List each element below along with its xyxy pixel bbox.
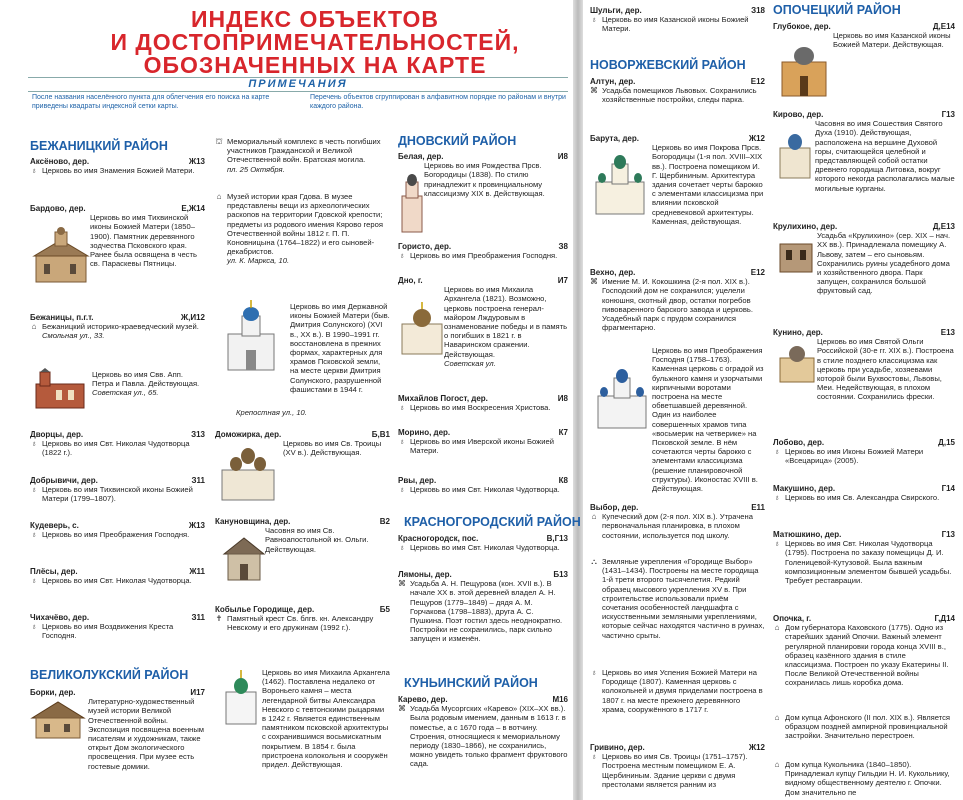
entry-bardovo: Бардово, дер. Е,Ж14 Церковь во имя Тихвинской иконы Божией Матери (1850–1900). Памятник деревянного зодчества Псковского края. Ранее была освящена в честь св. Параскевы Пятницы. <box>30 204 205 269</box>
entry-lobovo: Лобово, дер. Д,15 ♁ Церковь во имя Иконы Божией Матери «Всецарица» (2005). <box>773 438 955 466</box>
entry-chikhachevo: Чихачёво, дер. З11 ♁ Церковь во имя Воздвижения Креста Господня. <box>30 613 205 641</box>
entry-vekhno: Вехно, дер. Е12 ⌘ Имение М. И. Кокошкина (2-я пол. XIX в.). Господский дом не сохранился; уцелели конюшня, скотный двор, остатки погребов пивоваренного барского завода и церковь. Усадебный парк с прудом сохранился фрагментарно. <box>590 268 765 333</box>
entry-lyamony: Лямоны, дер. Б13 ⌘ Усадьба А. Н. Пещурова (кон. XVII в.). В начале XX в. этой деревней владел А. Н. Пещуров (1779–1849) – дядя А. М. Горчакова (1798–1883), друга А. С. Пушкина. Поэт гостил здесь неоднократно. Постройки не сохранились, парк сильно запущен и изменён. <box>398 570 568 644</box>
district-kunya: КУНЬИНСКИЙ РАЙОН <box>404 676 538 690</box>
kanunovshchina-chapel-illustration <box>222 532 266 582</box>
estate-icon: ⌘ <box>590 86 598 96</box>
church-icon: ♁ <box>399 403 405 413</box>
district-opochka: ОПОЧЕЦКИЙ РАЙОН <box>773 3 901 17</box>
church-icon: ♁ <box>399 251 405 261</box>
entry-kobylye-gorodishche: Кобылье Городище, дер. Б5 ✝ Памятный крест Св. блгв. кн. Александру Невскому и его дружинам (1992 г.). <box>215 605 390 633</box>
entry-borki: Борки, дер. И17 Литературно-художественный музей истории Великой Отечественной войны. Экспозиция посвящена военным писателям и художникам, также открыт Дом экологического просвещения. При музее есть гостевые домики. <box>30 688 205 771</box>
entry-kunino: Кунино, дер. Е13 Церковь во имя Святой Ольги Российской (30-е гг. XIX в.). Построена в стиле позднего классицизма как церковь при усадьбе, хозяевами которой были Бухвостовы, Львовы, Меи. Недействующая, в плохом состоянии. Сохранились фрески. <box>773 328 955 402</box>
entry-opochka: Опочка, г. Г,Д14 ⌂ Дом губернатора Каховского (1775). Одно из старейших зданий Опочки. Важный элемент регулярной планировки города конца XVIII в., образец казённого здания в стиле классицизма. Построен по указу Екатерины II. После Великой Отечественной войны сохранилась лишь коробка дома. <box>773 614 955 688</box>
domozhirka-church-illustration <box>216 442 280 502</box>
entry-kirovo: Кирово, дер. Г13 Часовня во имя Сошествия Святого Духа (1910). Действующая, расположена на вершине Духовой горы, считающейся целебной и представляющей собой остатки древнего городища Литовка, вокруг которого некогда располагались малые могильные курганы. <box>773 110 955 193</box>
church-icon: ♁ <box>31 485 37 495</box>
estate-icon: ⌘ <box>590 277 598 287</box>
museum-icon: ⌂ <box>31 322 37 332</box>
church-icon: ♁ <box>399 485 405 495</box>
entry-baruta: Барута, дер. Ж12 Церковь во имя Покрова Прсв. Богородицы (1-я пол. XVIII–XIX вв.). Построена помещиком И. Г. Щербининым. Архитектура здания сочетает черты барокко с элементами классицизма при влиянии псковской средневековой архитектуры. Каменная, действующая. <box>590 134 765 226</box>
entry-plesy: Плёсы, дер. Ж11 ♁ Церковь во имя Свт. Николая Чудотворца. <box>30 567 205 586</box>
church-icon: ♁ <box>31 166 37 176</box>
entry-matyushkino: Матюшкино, дер. Г13 ♁ Церковь во имя Свт. Николая Чудотворца (1795). Построена по заказу помещицы Д. И. Голеницевой-Кутузовой. Была важным композиционным элементом бывшей усадьбы. Требует реставрации. <box>773 530 955 586</box>
entry-kanunovshchina: Кануновщина, дер. В2 Часовня во имя Св. Равноапостольной кн. Ольги. Действующая. <box>215 517 390 554</box>
estate-icon: ⌘ <box>398 579 406 589</box>
entry-morino: Морино, дер. К7 ♁ Церковь во имя Иверской иконы Божией Матери. <box>398 428 568 456</box>
memorial-icon: ⛫ <box>215 137 223 146</box>
note-right: Перечень объектов сгруппирован в алфавитном порядке по районам и внутри каждого района. <box>310 94 566 110</box>
krulikhino-ruins-illustration <box>776 234 816 274</box>
building-icon: ⌂ <box>774 623 780 633</box>
page-fold <box>573 0 583 800</box>
church-icon: ♁ <box>31 530 37 540</box>
baruta-church-illustration <box>590 152 650 216</box>
kunino-church-illustration <box>776 340 818 384</box>
entry-aksenovo: Аксёново, дер. Ж13 ♁ Церковь во имя Знамения Божией Матери. <box>30 157 205 176</box>
dno-church-illustration <box>398 300 446 356</box>
borki-museum-illustration <box>30 700 86 740</box>
estate-icon: ⌘ <box>398 704 406 714</box>
entry-glubokoe: Глубокое, дер. Д,Е14 Церковь во имя Казанской иконы Божией Матери. Действующая. <box>773 22 955 50</box>
entry-makushino: Макушино, дер. Г14 ♁ Церковь во имя Св. Александра Свирского. <box>773 484 955 503</box>
notes-heading: ПРИМЕЧАНИЯ <box>28 77 568 92</box>
museum-icon: ⌂ <box>216 192 222 201</box>
entry-bezhanitsy: Бежаницы, п.г.т. Ж,И12 ⌂ Бежаницкий историко-краеведческий музей. Смольная ул., 33. <box>30 313 205 341</box>
entry-opochka-afonsky: ⌂ Дом купца Афонского (II пол. XIX в.). Является образцом поздней ампирной провинциальной застройки. Значительно перестроен. <box>774 713 951 741</box>
church-icon: ♁ <box>591 668 597 677</box>
belaya-church-illustration <box>398 168 426 234</box>
entry-mikhailov-pogost: Михайлов Погост, дер. И8 ♁ Церковь во имя Воскресения Христова. <box>398 394 568 413</box>
church-icon: ♁ <box>591 752 597 762</box>
district-bezhanitsy: БЕЖАНИЦКИЙ РАЙОН <box>30 139 168 153</box>
fortification-icon: ⛬ <box>591 557 597 566</box>
entry-vybor-fortification: ⛬ Земляные укрепления «Городище Выбор» (1431–1434). Построены на месте городища 1-й трети второго тысячелетия. Редкий образец мысового укрепления XV в. При строительстве использовали приём сочетания особенностей ландшафта с искусственными земляными укреплениями, которые сейчас находятся частично в руинах, частично срыты. <box>591 557 765 640</box>
house-icon: ⌂ <box>591 512 597 522</box>
entry-dno: Дно, г. И7 Церковь во имя Михаила Архангела (1821). Возможно, церковь построена генерал-майором Лждуровым в ознаменование победы и в память о погибших в 1821 г. в Наваринском сражении. Действующая. Советская ул. <box>398 276 568 368</box>
entry-krasnogorodsk: Красногородск, пос. В,Г13 ♁ Церковь во имя Свт. Николая Чудотворца. <box>398 534 568 553</box>
entry-kudever: Кудеверь, с. Ж13 ♁ Церковь во имя Преображения Господня. <box>30 521 205 540</box>
entry-derzhavnaya: Церковь во имя Державной иконы Божией Матери (быв. Дмитрия Солунского) (XVI в., XX в.). В 1990–1991 гг. восстановлена в прежних формах, характерных для храмов Псковской земли, на месте церкви Дмитрия Солунского, разрушенной фашистами в 1944 г. <box>290 302 390 394</box>
entry-dvortsy: Дворцы, дер. З13 ♁ Церковь во имя Свт. Николая Чудотворца (1822 г.). <box>30 430 205 458</box>
entry-krulikhino: Крулихино, дер. Д,Е13 Усадьба «Крулихино» (сер. XIX – нач. XX вв.). Принадлежала помещику А. Львову, затем – его сыновьям. Сохранились руины усадебного дома и хозяйственного двора. Парк запущен, сохранился большой фруктовый сад. <box>773 222 955 296</box>
entry-opochka-kukolnik: ⌂ Дом купца Кукольника (1840–1850). Принадлежал купцу Гильдии Н. И. Кукольнику, видному общественному деятелю г. Опочки. Дом значительно пе <box>774 760 950 797</box>
building-icon: ⌂ <box>774 760 780 769</box>
entry-rvy: Рвы, дер. К8 ♁ Церковь во имя Свт. Николая Чудотворца. <box>398 476 568 495</box>
district-dno: ДНОВСКИЙ РАЙОН <box>398 134 517 148</box>
kirovo-chapel-illustration <box>776 126 814 180</box>
entry-karevo: Карево, дер. М16 ⌘ Усадьба Мусоргских «Карево» (XIX–XX вв.). Была родовым имением, данным в 1613 г. в поместье, а с 1670 года – в вотчину. Строения, относящиеся к мемориальному периоду (1830–1866), не сохранились, можно увидеть только фрагмент фруктового сада. <box>398 695 568 769</box>
derzhavnaya-address: Крепостная ул., 10. <box>236 408 307 417</box>
entry-bezhanitsy-church: Церковь во имя Свв. Апп. Петра и Павла. Действующая. Советская ул., 65. <box>92 370 200 398</box>
church-icon: ♁ <box>399 437 405 447</box>
note-left: После названия населённого пункта для облегчения его поиска на карте приведены квадраты индексной сетки карты. <box>32 94 270 110</box>
gdov-church-illustration <box>218 300 284 372</box>
church-icon: ♁ <box>774 447 780 457</box>
entry-grivino: Гривино, дер. Ж12 ♁ Церковь во имя Св. Троицы (1751–1757). Построена местным помещиком Е. А. Щербининым. Здание церкви с двумя престолами является ранним из <box>590 743 765 789</box>
cross-icon: ✝ <box>215 614 223 624</box>
entry-shulgi: Шульги, дер. З18 ♁ Церковь во имя Казанской иконы Божией Матери. <box>590 6 765 34</box>
district-krasnogorodsk: КРАСНОГОРОДСКИЙ РАЙОН <box>404 515 581 529</box>
entry-vybor: Выбор, дер. Е11 ⌂ Купеческий дом (2-я пол. XIX в.). Утрачена первоначальная планировка, в плохом состоянии, используется под школу. <box>590 503 765 540</box>
entry-memorial: ⛫ Мемориальный комплекс в честь погибших участников Гражданской и Великой Отечественной войн. Братская могила. пл. 25 Октября. <box>215 137 381 174</box>
page-title: ИНДЕКС ОБЪЕКТОВ И ДОСТОПРИМЕЧАТЕЛЬНОСТЕЙ, ОБОЗНАЧЕННЫХ НА КАРТЕ <box>110 6 520 78</box>
church-icon: ♁ <box>774 539 780 549</box>
church-icon: ♁ <box>774 493 780 503</box>
glubokoe-church-illustration <box>776 36 832 98</box>
church-icon: ♁ <box>591 15 597 25</box>
church-icon: ♁ <box>399 543 405 553</box>
district-novorzhev: НОВОРЖЕВСКИЙ РАЙОН <box>590 58 746 72</box>
entry-domozhirka: Доможирка, дер. Б,В1 Церковь во имя Св. Троицы (XV в.). Действующая. <box>215 430 390 458</box>
entry-belaya: Белая, дер. И8 Церковь во имя Рождества Прсв. Богородицы (1838). По стилю принадлежит к провинциальному классицизму XIX в. Действующая. <box>398 152 568 198</box>
entry-altun: Алтун, дер. Е12 ⌘ Усадьба помещиков Львовых. Сохранились хозяйственные постройки, следы парка. <box>590 77 765 105</box>
entry-goristo: Гористо, дер. З8 ♁ Церковь во имя Преображения Господня. <box>398 242 568 261</box>
entry-vybor-church: ♁ Церковь во имя Успения Божией Матери на Городище (1807). Каменная церковь с колокольней и двумя приделами построена в 1807 г. на месте прежнего деревянного храма, сооружённого в 1717 г. <box>591 668 763 714</box>
entry-vekhno-church: Церковь во имя Преображения Господня (1758–1763). Каменная церковь с оградой из бульжного камня и узорчатыми кирпичными воротами построена на месте обветшавшей деревянной. Один из наиболее совершенных храмов типа «восьмерик на четверике» на Псковской земле. В нём сочетаются черты барокко с элементами классицизма (решение планировочной структуры). Иконостас XVIII в. Действующая. <box>652 346 764 494</box>
district-velikie-luki: ВЕЛИКОЛУКСКИЙ РАЙОН <box>30 668 189 682</box>
entry-dobryvichi: Добрывичи, дер. З11 ♁ Церковь во имя Тихвинской иконы Божией Матери (1799–1807). <box>30 476 205 504</box>
entry-gdov-museum: ⌂ Музей истории края Гдова. В музее представлены вещи из археологических раскопов на территории Гдовской крепости; предметы из родового имения Кярово героя Отечественной войны 1812 г. П. П. Коновницына (1764–1822) и его сыновей-декабристов. ул. К. Маркса, 10. <box>216 192 383 266</box>
bezhanitsy-church-illustration <box>32 368 88 410</box>
building-icon: ⌂ <box>774 713 780 722</box>
church-icon: ♁ <box>31 622 37 632</box>
mikhail-church-illustration <box>220 668 262 726</box>
entry-mikhail-archangel: Церковь во имя Михаила Архангела (1462). Поставлена недалеко от Вороньего камня – места легендарной битвы Александра Невского с тевтонскими рыцарями в 1242 г. Является единственным памятником псковской архитектуры с сохранившимся восьмискатным покрытием. В 1854 г. была пристроена колокольня и сооружён придел. Действующая. <box>262 668 390 770</box>
church-icon: ♁ <box>31 439 37 449</box>
church-icon: ♁ <box>31 576 37 586</box>
bardovo-church-illustration <box>30 226 92 284</box>
